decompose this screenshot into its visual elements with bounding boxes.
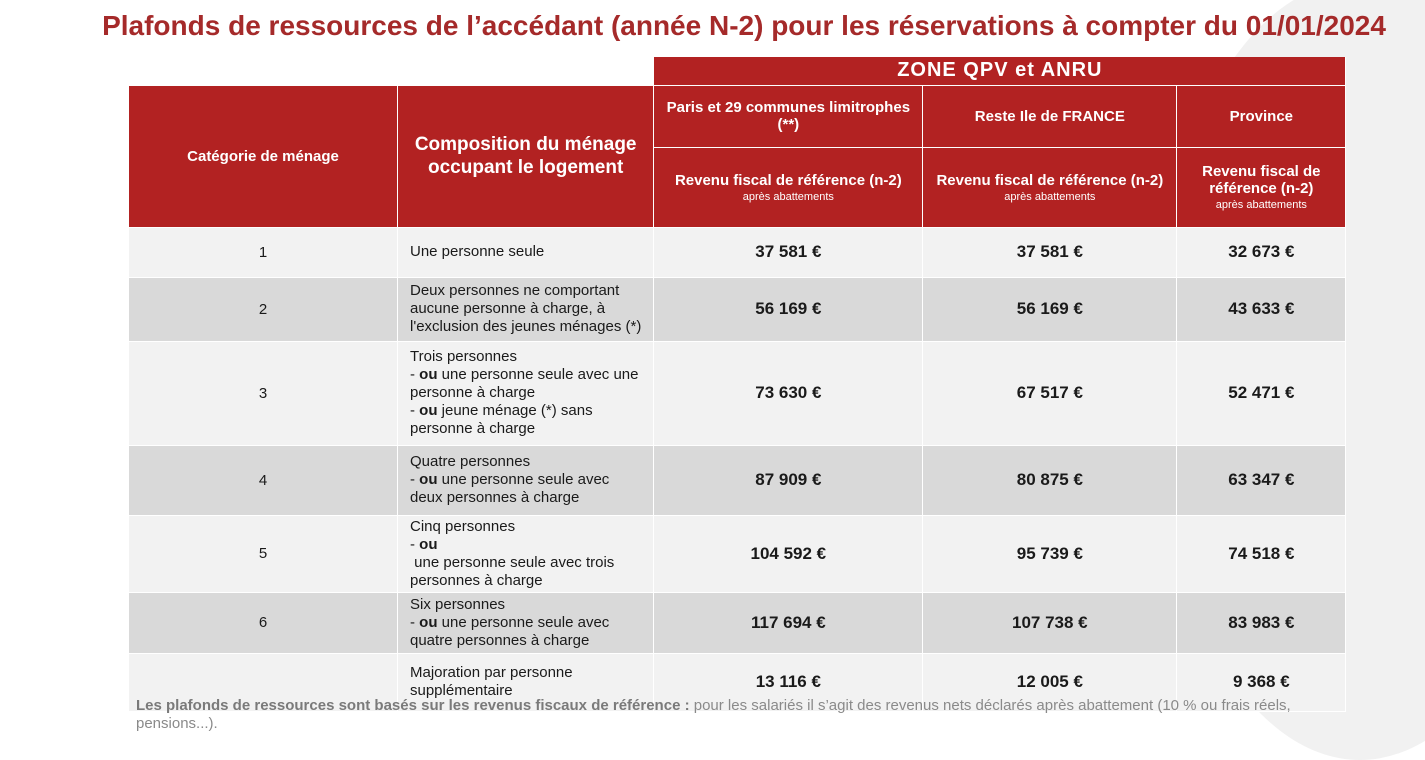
line-prefix: - xyxy=(410,613,420,631)
value-cell-paris: 73 630 € xyxy=(654,341,923,445)
composition-cell xyxy=(398,341,654,445)
line-text: supplémentaire xyxy=(410,682,513,699)
table-row xyxy=(129,227,1346,277)
category-cell: 5 xyxy=(129,515,398,592)
composition-cell xyxy=(398,515,654,592)
apres-label: après abattements xyxy=(1215,199,1307,211)
line-text: une personne seule avec xyxy=(437,471,610,488)
table-row xyxy=(129,592,1346,653)
header-blank xyxy=(129,57,654,85)
line-text: une personne seule avec trois xyxy=(410,553,615,571)
value-cell-paris: 37 581 € xyxy=(654,227,923,277)
composition-line xyxy=(410,572,641,590)
value-cell-idf: 67 517 € xyxy=(923,341,1177,445)
line-prefix: - xyxy=(410,535,420,553)
composition-line xyxy=(410,614,641,632)
header-revenu-province xyxy=(1177,147,1346,227)
value-cell-province: 9 368 € xyxy=(1177,653,1346,711)
composition-line xyxy=(410,282,641,300)
line-text: Deux personnes ne comportant xyxy=(410,282,620,299)
value-cell-paris: 87 909 € xyxy=(654,445,923,515)
composition-line xyxy=(410,318,641,336)
category-cell: 2 xyxy=(129,277,398,341)
line-text: personnes à charge xyxy=(410,571,543,589)
line-text: personne à charge xyxy=(410,384,536,401)
composition-line xyxy=(410,348,641,366)
value-cell-idf: 56 169 € xyxy=(923,277,1177,341)
line-text: Majoration par personne xyxy=(410,664,573,681)
table-row xyxy=(129,277,1346,341)
composition-line xyxy=(410,632,641,650)
composition-line xyxy=(410,366,641,384)
line-text: une personne seule avec xyxy=(437,613,610,631)
value-cell-idf: 107 738 € xyxy=(923,592,1177,653)
value-cell-idf: 80 875 € xyxy=(923,445,1177,515)
header-province: Province xyxy=(1177,85,1346,147)
composition-line xyxy=(410,243,641,261)
footer-bold: Les plafonds de ressources sont basés sur les revenus fiscaux de référence : xyxy=(136,697,690,714)
line-bold: ou xyxy=(419,402,438,419)
header-categorie: Catégorie de ménage xyxy=(129,85,398,227)
composition-cell xyxy=(398,445,654,515)
table-row xyxy=(129,445,1346,515)
header-composition: Composition du ménage occupant le logement xyxy=(398,85,654,227)
header-paris: Paris et 29 communes limitrophes (**) xyxy=(654,85,923,147)
line-prefix: - xyxy=(410,366,420,383)
value-cell-province: 32 673 € xyxy=(1177,227,1346,277)
line-text: deux personnes à charge xyxy=(410,489,580,506)
value-cell-province: 63 347 € xyxy=(1177,445,1346,515)
ceilings-table-container xyxy=(128,57,1346,712)
table-row xyxy=(129,515,1346,592)
footer-note xyxy=(136,697,1306,733)
value-cell-province: 83 983 € xyxy=(1177,592,1346,653)
category-cell: 1 xyxy=(129,227,398,277)
page-title: Plafonds de ressources de l’accédant (année N-2) pour les réservations à compter du 01/01/2024 xyxy=(102,10,1386,41)
line-text: quatre personnes à charge xyxy=(410,631,590,649)
line-text: Cinq personnes xyxy=(410,517,516,535)
composition-line xyxy=(410,420,641,438)
apres-label: après abattements xyxy=(742,190,834,203)
line-text: Trois personnes xyxy=(410,348,517,365)
composition-line xyxy=(410,489,641,507)
line-text: personne à charge xyxy=(410,420,536,437)
composition-line xyxy=(410,518,641,536)
table-body xyxy=(129,227,1346,711)
header-revenu-idf xyxy=(923,147,1177,227)
category-cell: 6 xyxy=(129,592,398,653)
line-text: l'exclusion des jeunes ménages (*) xyxy=(410,318,642,335)
value-cell-province: 43 633 € xyxy=(1177,277,1346,341)
zone-header: ZONE QPV et ANRU xyxy=(654,57,1346,85)
composition-line xyxy=(410,453,641,471)
line-text: Six personnes xyxy=(410,595,506,613)
header-revenu-paris xyxy=(654,147,923,227)
composition-cell xyxy=(398,227,654,277)
line-bold: ou xyxy=(419,535,438,553)
composition-line xyxy=(410,536,641,572)
line-bold: ou xyxy=(419,366,438,383)
revenu-label: Revenu fiscal de référence (n-2) xyxy=(674,171,902,189)
value-cell-province: 74 518 € xyxy=(1177,515,1346,592)
composition-cell xyxy=(398,277,654,341)
line-text: Une personne seule xyxy=(410,243,545,260)
revenu-label: Revenu fiscal de référence (n-2) xyxy=(1202,163,1321,197)
value-cell-paris: 13 116 € xyxy=(654,653,923,711)
category-cell: 3 xyxy=(129,341,398,445)
line-bold: ou xyxy=(419,471,438,488)
revenu-label: Revenu fiscal de référence (n-2) xyxy=(936,171,1164,189)
value-cell-paris: 56 169 € xyxy=(654,277,923,341)
apres-label: après abattements xyxy=(1004,190,1096,203)
composition-line xyxy=(410,384,641,402)
composition-line xyxy=(410,596,641,614)
table-row xyxy=(129,341,1346,445)
composition-line xyxy=(410,402,641,420)
category-cell: 4 xyxy=(129,445,398,515)
value-cell-paris: 117 694 € xyxy=(654,592,923,653)
value-cell-idf: 12 005 € xyxy=(923,653,1177,711)
value-cell-idf: 95 739 € xyxy=(923,515,1177,592)
composition-line xyxy=(410,471,641,489)
line-text: Quatre personnes xyxy=(410,453,531,470)
value-cell-paris: 104 592 € xyxy=(654,515,923,592)
composition-line xyxy=(410,664,641,682)
value-cell-idf: 37 581 € xyxy=(923,227,1177,277)
composition-cell xyxy=(398,592,654,653)
line-text: jeune ménage (*) sans xyxy=(437,402,593,419)
value-cell-province: 52 471 € xyxy=(1177,341,1346,445)
ceilings-table xyxy=(128,57,1346,712)
line-bold: ou xyxy=(419,613,438,631)
footer-text: pour les salariés il s’agit des revenus nets déclarés après abattement (10 % ou frais réels, pensions...). xyxy=(136,697,1291,732)
composition-line xyxy=(410,300,641,318)
line-text: une personne seule avec une xyxy=(437,366,639,383)
line-text: aucune personne à charge, à xyxy=(410,300,606,317)
header-idf: Reste Ile de FRANCE xyxy=(923,85,1177,147)
line-prefix: - xyxy=(410,402,420,419)
line-prefix: - xyxy=(410,471,420,488)
